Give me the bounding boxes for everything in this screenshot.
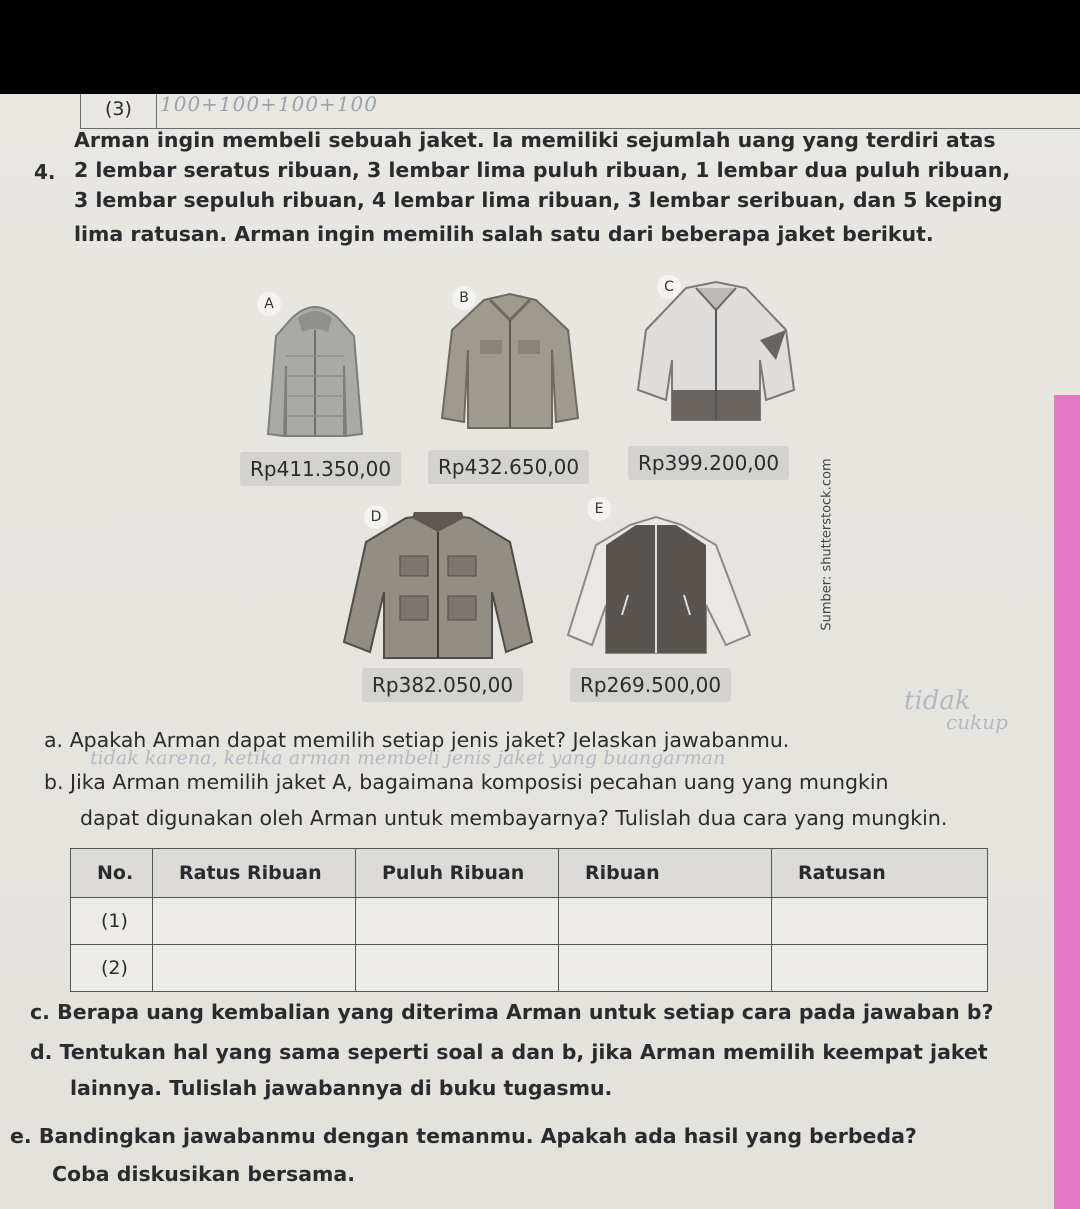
jacket-d-price: Rp382.050,00 (362, 668, 523, 702)
question-number: 4. (34, 160, 56, 184)
jacket-a-image (262, 296, 368, 442)
previous-row-label: (3) (105, 98, 132, 120)
handwritten-answer-a: tidak karena, ketika arman membeli jenis jaket yang buangarman (90, 747, 726, 769)
table-cell (356, 898, 559, 945)
jacket-c-price: Rp399.200,00 (628, 446, 789, 480)
table-row (71, 945, 988, 992)
table-cell (153, 945, 356, 992)
subquestion-a: a. Apakah Arman dapat memilih setiap jenis jaket? Jelaskan jawabanmu. (44, 728, 790, 752)
subquestion-c: c. Berapa uang kembalian yang diterima Arman untuk setiap cara pada jawaban b? (30, 1000, 994, 1024)
previous-row-cell (80, 94, 157, 128)
subquestion-e-line-2: Coba diskusikan bersama. (52, 1162, 356, 1186)
table-cell (772, 898, 988, 945)
header-no: No. (71, 849, 153, 898)
table-cell (772, 945, 988, 992)
question-line-2: 2 lembar seratus ribuan, 3 lembar lima puluh ribuan, 1 lembar dua puluh ribuan, (74, 158, 1011, 182)
question-line-4: lima ratusan. Arman ingin memilih salah satu dari beberapa jaket berikut. (74, 222, 934, 246)
table-cell (356, 945, 559, 992)
jacket-b-price: Rp432.650,00 (428, 450, 589, 484)
jacket-c-letter: C (657, 275, 681, 299)
answer-table (70, 848, 988, 992)
question-line-3: 3 lembar sepuluh ribuan, 4 lembar lima ribuan, 3 lembar seribuan, dan 5 keping (74, 188, 1003, 212)
subquestion-b-line-2: dapat digunakan oleh Arman untuk membayarnya? Tulislah dua cara yang mungkin. (80, 806, 948, 830)
jacket-e-letter: E (587, 497, 611, 521)
jacket-d-image (342, 512, 534, 660)
subquestion-e-line-1: e. Bandingkan jawabanmu dengan temanmu. Apakah ada hasil yang berbeda? (10, 1124, 917, 1148)
header-ribuan: Ribuan (559, 849, 772, 898)
header-ratusan: Ratusan (772, 849, 988, 898)
source-text: Sumber: shutterstock.com (819, 458, 835, 631)
jacket-a-price: Rp411.350,00 (240, 452, 401, 486)
jacket-b-letter: B (452, 286, 476, 310)
jacket-e-price: Rp269.500,00 (570, 668, 731, 702)
handwritten-cukup: cukup (946, 710, 1008, 734)
row-number: (2) (71, 945, 153, 992)
row-number: (1) (71, 898, 153, 945)
previous-handwriting: 100+100+100+100 (160, 92, 378, 116)
jacket-d-letter: D (364, 505, 388, 529)
table-cell (559, 898, 772, 945)
jacket-e-image (566, 515, 752, 655)
subquestion-d-line-2: lainnya. Tulislah jawabannya di buku tugasmu. (70, 1076, 613, 1100)
table-row (71, 898, 988, 945)
jacket-a-letter: A (257, 292, 281, 316)
jacket-c-image (636, 280, 796, 430)
header-puluh-ribuan: Puluh Ribuan (356, 849, 559, 898)
table-cell (559, 945, 772, 992)
header-ratus-ribuan: Ratus Ribuan (153, 849, 356, 898)
question-line-1: Arman ingin membeli sebuah jaket. Ia memiliki sejumlah uang yang terdiri atas (74, 128, 996, 152)
subquestion-d-line-1: d. Tentukan hal yang sama seperti soal a dan b, jika Arman memilih keempat jaket (30, 1040, 988, 1064)
subquestion-b-line-1: b. Jika Arman memilih jaket A, bagaimana komposisi pecahan uang yang mungkin (44, 770, 889, 794)
table-header-row (71, 849, 988, 898)
handwritten-tidak: tidak (904, 686, 971, 716)
top-black-bar (0, 0, 1080, 94)
table-cell (153, 898, 356, 945)
jacket-b-image (440, 290, 580, 432)
pink-paper-edge (1054, 395, 1080, 1209)
image-source-credit (812, 445, 842, 655)
